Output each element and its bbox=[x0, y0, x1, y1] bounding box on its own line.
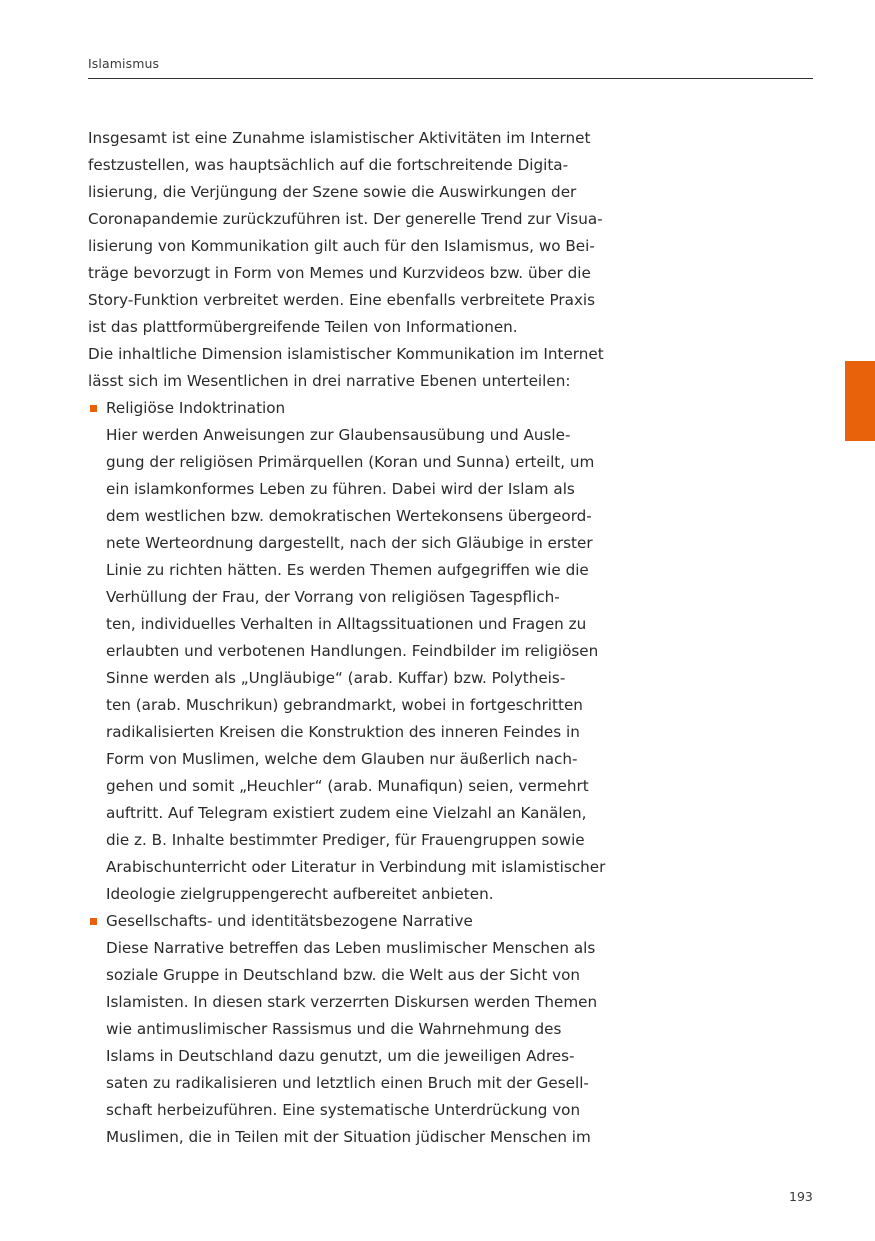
text-line: festzustellen, was hauptsächlich auf die fortschreitende Digita- bbox=[88, 156, 569, 174]
text-line: träge bevorzugt in Form von Memes und Kurzvideos bzw. über die bbox=[88, 264, 591, 282]
text-line: Diese Narrative betreffen das Leben muslimischer Menschen als bbox=[106, 939, 596, 957]
chapter-marker-tab bbox=[845, 361, 875, 441]
text-line: Linie zu richten hätten. Es werden Themen aufgegriffen wie die bbox=[106, 561, 589, 579]
text-line: Ideologie zielgruppengerecht aufbereitet anbieten. bbox=[106, 885, 494, 903]
text-line: Form von Muslimen, welche dem Glauben nur äußerlich nach- bbox=[106, 750, 578, 768]
text-line: soziale Gruppe in Deutschland bzw. die Welt aus der Sicht von bbox=[106, 966, 581, 984]
text-line: Die inhaltliche Dimension islamistischer Kommunikation im Internet bbox=[88, 345, 604, 363]
header-rule bbox=[88, 78, 813, 79]
text-line: wie antimuslimischer Rassismus und die Wahrnehmung des bbox=[106, 1020, 562, 1038]
bullet-body bbox=[88, 422, 648, 908]
text-line: Story-Funktion verbreitet werden. Eine ebenfalls verbreitete Praxis bbox=[88, 291, 596, 309]
text-line: auftritt. Auf Telegram existiert zudem eine Vielzahl an Kanälen, bbox=[106, 804, 587, 822]
bullet-body bbox=[88, 935, 648, 1151]
text-line: Sinne werden als „Ungläubige“ (arab. Kuffar) bzw. Polytheis- bbox=[106, 669, 566, 687]
page-number: 193 bbox=[789, 1189, 813, 1204]
text-line: Insgesamt ist eine Zunahme islamistischer Aktivitäten im Internet bbox=[88, 129, 591, 147]
paragraph-intro bbox=[88, 125, 648, 341]
text-line: Hier werden Anweisungen zur Glaubensausübung und Ausle- bbox=[106, 426, 571, 444]
text-line: Islamisten. In diesen stark verzerrten Diskursen werden Themen bbox=[106, 993, 598, 1011]
text-line: dem westlichen bzw. demokratischen Wertekonsens übergeord- bbox=[106, 507, 592, 525]
bullet-square-icon bbox=[90, 918, 97, 925]
bullet-heading bbox=[88, 395, 648, 422]
running-header: Islamismus bbox=[88, 56, 160, 71]
text-line: lisierung, die Verjüngung der Szene sowie die Auswirkungen der bbox=[88, 183, 577, 201]
text-line: Islams in Deutschland dazu genutzt, um die jeweiligen Adres- bbox=[106, 1047, 575, 1065]
text-line: ein islamkonformes Leben zu führen. Dabei wird der Islam als bbox=[106, 480, 575, 498]
text-line: ten, individuelles Verhalten in Alltagssituationen und Fragen zu bbox=[106, 615, 587, 633]
bullet-item-religious-indoctrination bbox=[88, 395, 648, 908]
text-line: saten zu radikalisieren und letztlich einen Bruch mit der Gesell- bbox=[106, 1074, 589, 1092]
text-line: Verhüllung der Frau, der Vorrang von religiösen Tagespflich- bbox=[106, 588, 560, 606]
text-line: Arabischunterricht oder Literatur in Verbindung mit islamistischer bbox=[106, 858, 606, 876]
text-line: Coronapandemie zurückzuführen ist. Der generelle Trend zur Visua- bbox=[88, 210, 603, 228]
bullet-title: Gesellschafts- und identitätsbezogene Narrative bbox=[106, 912, 473, 930]
body-text bbox=[88, 125, 648, 1151]
text-line: lässt sich im Wesentlichen in drei narrative Ebenen unterteilen: bbox=[88, 372, 571, 390]
paragraph-dimensions bbox=[88, 341, 648, 395]
text-line: Muslimen, die in Teilen mit der Situation jüdischer Menschen im bbox=[106, 1128, 591, 1146]
bullet-square-icon bbox=[90, 405, 97, 412]
text-line: ist das plattformübergreifende Teilen von Informationen. bbox=[88, 318, 518, 336]
text-line: gehen und somit „Heuchler“ (arab. Munafiqun) seien, vermehrt bbox=[106, 777, 589, 795]
bullet-heading bbox=[88, 908, 648, 935]
text-line: ten (arab. Muschrikun) gebrandmarkt, wobei in fortgeschritten bbox=[106, 696, 583, 714]
text-line: erlaubten und verbotenen Handlungen. Feindbilder im religiösen bbox=[106, 642, 599, 660]
bullet-item-societal-narratives bbox=[88, 908, 648, 1151]
text-line: lisierung von Kommunikation gilt auch für den Islamismus, wo Bei- bbox=[88, 237, 595, 255]
text-line: schaft herbeizuführen. Eine systematische Unterdrückung von bbox=[106, 1101, 581, 1119]
bullet-title: Religiöse Indoktrination bbox=[106, 399, 286, 417]
text-line: nete Werteordnung dargestellt, nach der sich Gläubige in erster bbox=[106, 534, 593, 552]
text-line: gung der religiösen Primärquellen (Koran und Sunna) erteilt, um bbox=[106, 453, 595, 471]
text-line: radikalisierten Kreisen die Konstruktion des inneren Feindes in bbox=[106, 723, 580, 741]
text-line: die z. B. Inhalte bestimmter Prediger, für Frauengruppen sowie bbox=[106, 831, 585, 849]
